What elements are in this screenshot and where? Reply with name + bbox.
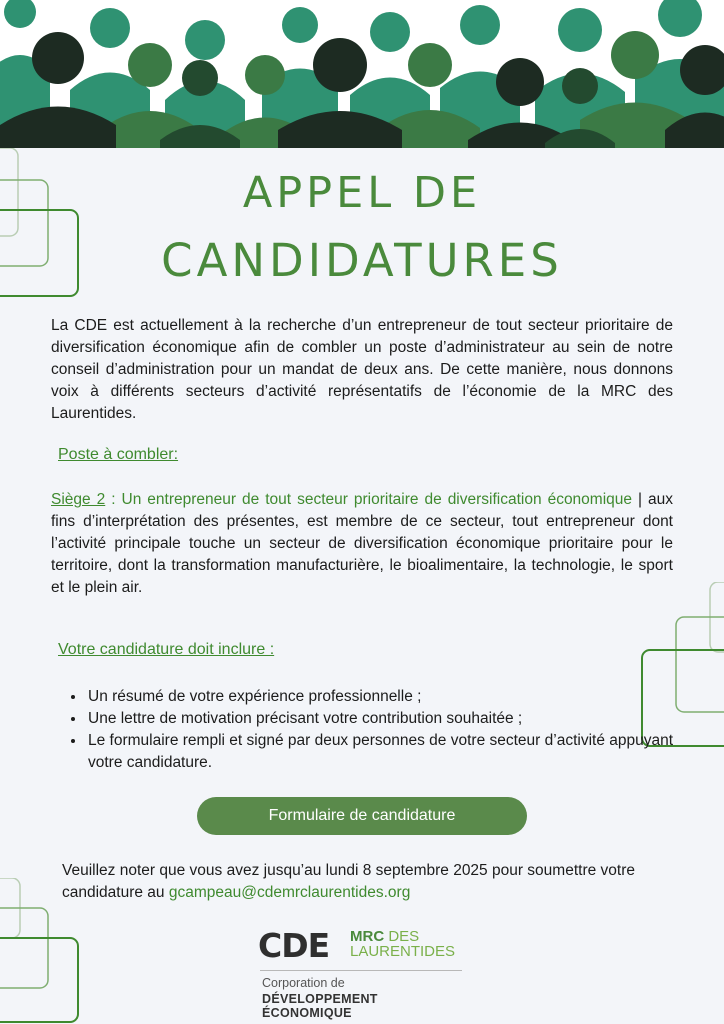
- seat-separator: :: [105, 491, 122, 508]
- page-title-line1: APPEL DE: [242, 168, 482, 218]
- intro-paragraph: La CDE est actuellement à la recherche d’un entrepreneur de tout secteur prioritaire de diversification économique afin de combler un poste d’administrateur au sein de notre conseil d’administration pour un mandat de deux ans. De cette manière, nous donnons voix à différents secteurs d’activité représentatifs de l’économie de la MRC des Laurentides.: [51, 317, 673, 422]
- requirements-list: [48, 686, 686, 774]
- mrc-prefix: MRC: [350, 928, 385, 945]
- people-silhouettes-banner: [0, 0, 724, 148]
- seat-description: | aux fins d’interprétation des présentes, est membre de ce secteur, tout entrepreneur dont l’activité principale touche un secteur de diversification économique prioritaire pour le territoire, dont la transformation manufacturière, le bioalimentaire, la technologie, le sport et le plein air.: [51, 491, 674, 596]
- poste-heading: Poste à combler:: [58, 446, 179, 463]
- application-form-button[interactable]: Formulaire de candidature: [197, 797, 527, 835]
- requirements-heading: Votre candidature doit inclure :: [58, 641, 275, 658]
- cde-logo: [258, 926, 468, 1020]
- logo-divider: [260, 970, 462, 971]
- mrc-des: DES: [384, 928, 420, 945]
- silhouettes-icon: [0, 0, 724, 148]
- mrc-logo-text: [350, 929, 455, 959]
- deadline-note: [62, 860, 702, 904]
- mrc-name: LAURENTIDES: [350, 943, 456, 960]
- email-link[interactable]: gcampeau@cdemrclaurentides.org: [168, 884, 411, 901]
- corp-line2: DÉVELOPPEMENT ÉCONOMIQUE: [262, 992, 378, 1020]
- seat-title: Un entrepreneur de tout secteur prioritaire de diversification économique: [121, 491, 633, 508]
- seat-paragraph: [51, 489, 673, 599]
- page-title-line2: CANDIDATURES: [161, 234, 563, 287]
- list-item: • Le formulaire rempli et signé par deux personnes de votre secteur d’activité appuyant votre candidature.: [86, 730, 686, 774]
- cde-mark: CDE: [258, 926, 330, 965]
- corp-line1: Corporation de: [262, 976, 345, 990]
- seat-label: Siège 2: [51, 491, 106, 508]
- list-item: • Un résumé de votre expérience professionnelle ;: [86, 686, 686, 708]
- deadline-text: Veuillez noter que vous avez jusqu’au lundi 8 septembre 2025 pour soumettre votre candidature au: [62, 862, 635, 901]
- list-item: • Une lettre de motivation précisant votre contribution souhaitée ;: [86, 708, 686, 730]
